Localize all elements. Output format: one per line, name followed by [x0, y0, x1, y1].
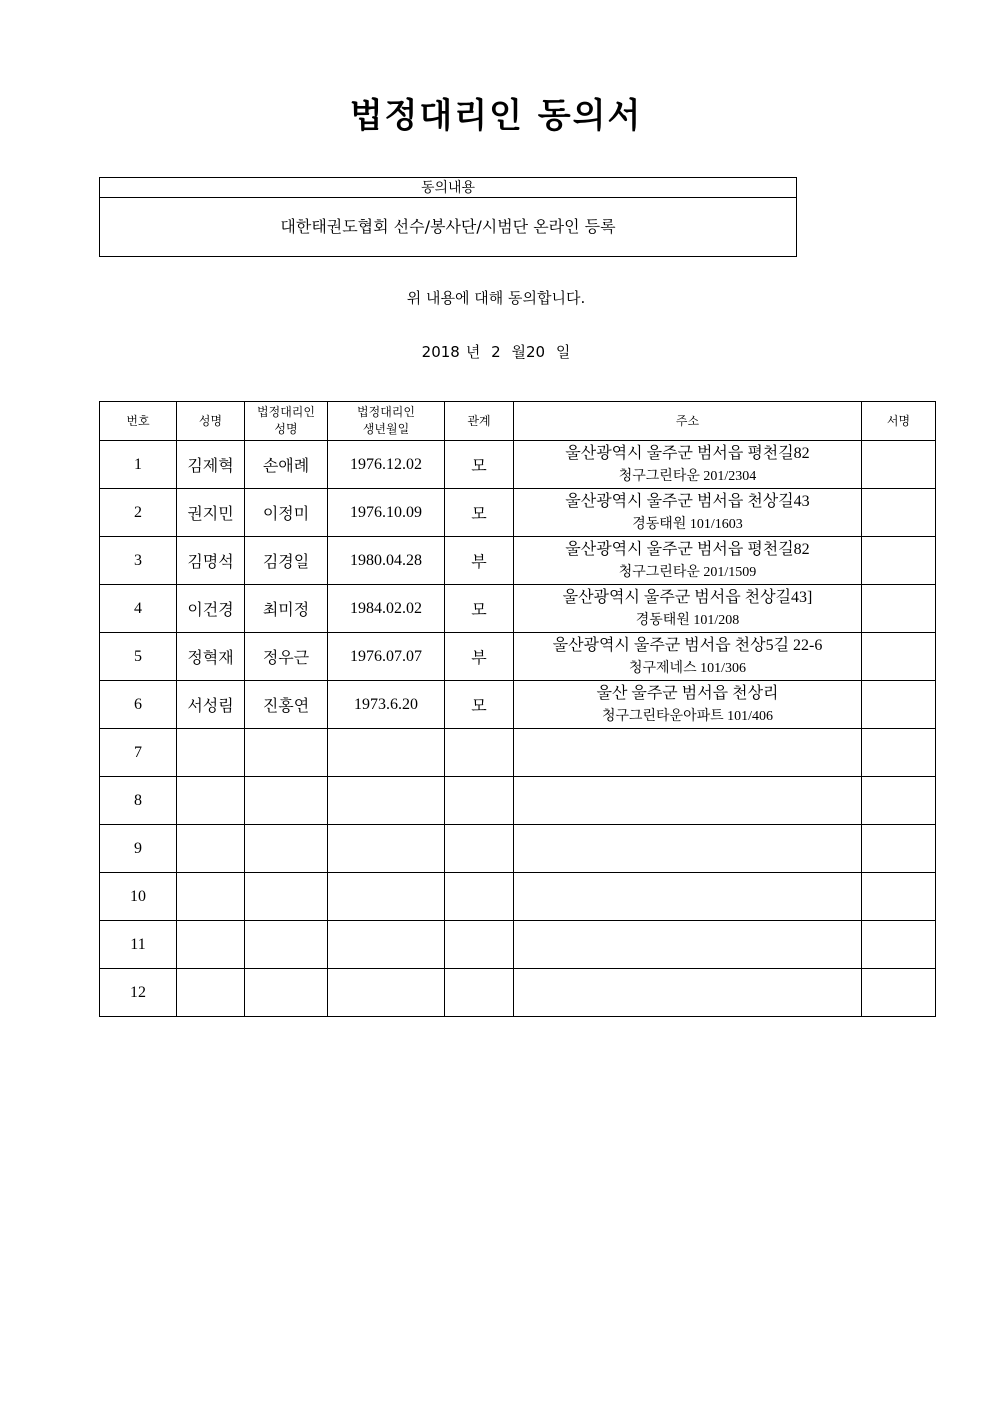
cell-no: 4	[100, 585, 177, 633]
cell-no: 2	[100, 489, 177, 537]
cell-no: 9	[100, 825, 177, 873]
cell-no: 6	[100, 681, 177, 729]
cell-relation	[445, 729, 514, 777]
document-title: 법정대리인 동의서	[349, 96, 643, 136]
cell-signature	[862, 873, 936, 921]
cell-guardian-name	[245, 873, 328, 921]
cell-address	[514, 921, 862, 969]
cell-relation: 부	[445, 633, 514, 681]
header-guardian-name-line1: 법정대리인	[257, 405, 315, 419]
cell-name	[177, 873, 245, 921]
address-line1: 울산광역시 울주군 범서읍 평천길82	[565, 444, 810, 462]
header-guardian-birth-line1: 법정대리인	[357, 405, 415, 419]
table-row	[100, 825, 936, 873]
cell-name: 이건경	[177, 585, 245, 633]
cell-address	[514, 441, 862, 489]
cell-relation: 모	[445, 489, 514, 537]
guardian-table	[99, 401, 936, 1017]
cell-signature	[862, 921, 936, 969]
address-line2: 청구그린타운 201/2304	[618, 468, 757, 484]
cell-address	[514, 537, 862, 585]
cell-relation	[445, 825, 514, 873]
cell-relation: 모	[445, 585, 514, 633]
cell-no: 5	[100, 633, 177, 681]
cell-guardian-birth: 1976.07.07	[328, 633, 445, 681]
table-row	[100, 729, 936, 777]
cell-guardian-birth	[328, 825, 445, 873]
cell-signature	[862, 489, 936, 537]
cell-signature	[862, 825, 936, 873]
date-year-unit: 년	[465, 343, 481, 361]
address-line1: 울산광역시 울주군 범서읍 평천길82	[565, 540, 810, 558]
agree-statement: 위 내용에 대해 동의합니다.	[406, 289, 586, 307]
cell-name: 김명석	[177, 537, 245, 585]
cell-guardian-name: 이정미	[245, 489, 328, 537]
cell-guardian-birth: 1980.04.28	[328, 537, 445, 585]
date-month-unit: 월	[511, 343, 526, 361]
cell-address	[514, 729, 862, 777]
address-line2: 청구그린타운아파트 101/406	[601, 708, 774, 724]
address-line2: 청구그린타운 201/1509	[618, 564, 757, 580]
cell-relation	[445, 873, 514, 921]
table-header-row	[100, 402, 936, 441]
header-name: 성명	[177, 402, 245, 441]
cell-no: 12	[100, 969, 177, 1017]
cell-guardian-birth	[328, 729, 445, 777]
header-guardian-name	[245, 402, 328, 441]
cell-name: 권지민	[177, 489, 245, 537]
cell-name	[177, 825, 245, 873]
cell-relation: 모	[445, 441, 514, 489]
cell-guardian-name	[245, 729, 328, 777]
cell-guardian-name	[245, 969, 328, 1017]
table-row	[100, 585, 936, 633]
cell-address	[514, 873, 862, 921]
cell-guardian-name: 손애례	[245, 441, 328, 489]
header-address: 주소	[514, 402, 862, 441]
cell-relation: 모	[445, 681, 514, 729]
cell-signature	[862, 969, 936, 1017]
cell-guardian-birth: 1976.10.09	[328, 489, 445, 537]
consent-body: 대한태권도협회 선수/봉사단/시범단 온라인 등록	[280, 217, 616, 236]
cell-guardian-birth: 1973.6.20	[328, 681, 445, 729]
table-row	[100, 441, 936, 489]
cell-guardian-name: 김경일	[245, 537, 328, 585]
cell-no: 1	[100, 441, 177, 489]
cell-guardian-name: 진홍연	[245, 681, 328, 729]
cell-name: 서성림	[177, 681, 245, 729]
cell-name	[177, 777, 245, 825]
header-guardian-birth-line2: 생년월일	[362, 422, 410, 436]
address-line2: 경동태원 101/1603	[632, 516, 743, 532]
cell-signature	[862, 777, 936, 825]
cell-no: 8	[100, 777, 177, 825]
cell-relation	[445, 969, 514, 1017]
header-guardian-name-line2: 성명	[274, 422, 298, 436]
cell-address	[514, 969, 862, 1017]
cell-guardian-birth	[328, 969, 445, 1017]
cell-guardian-name: 최미정	[245, 585, 328, 633]
table-body	[100, 441, 936, 1017]
header-relation: 관계	[445, 402, 514, 441]
cell-address	[514, 489, 862, 537]
cell-address	[514, 825, 862, 873]
table-row	[100, 777, 936, 825]
table-row	[100, 873, 936, 921]
cell-relation: 부	[445, 537, 514, 585]
cell-name	[177, 969, 245, 1017]
cell-no: 3	[100, 537, 177, 585]
consent-box	[99, 177, 797, 257]
date-day: 20	[525, 343, 546, 361]
cell-no: 10	[100, 873, 177, 921]
cell-relation	[445, 777, 514, 825]
cell-name	[177, 921, 245, 969]
cell-guardian-birth	[328, 873, 445, 921]
cell-guardian-birth	[328, 777, 445, 825]
cell-guardian-birth: 1976.12.02	[328, 441, 445, 489]
cell-address	[514, 777, 862, 825]
cell-guardian-birth	[328, 921, 445, 969]
cell-guardian-name: 정우근	[245, 633, 328, 681]
consent-header: 동의내용	[100, 178, 796, 198]
cell-guardian-name	[245, 777, 328, 825]
cell-signature	[862, 585, 936, 633]
address-line1: 울산 울주군 범서읍 천상리	[596, 684, 779, 702]
date-day-unit: 일	[555, 343, 571, 361]
cell-signature	[862, 681, 936, 729]
cell-guardian-birth: 1984.02.02	[328, 585, 445, 633]
cell-name: 김제혁	[177, 441, 245, 489]
address-line1: 울산광역시 울주군 범서읍 천상길43]	[562, 588, 813, 606]
table-row	[100, 969, 936, 1017]
cell-signature	[862, 729, 936, 777]
table-row	[100, 633, 936, 681]
address-line2: 경동태원 101/208	[635, 612, 740, 628]
cell-signature	[862, 537, 936, 585]
cell-no: 11	[100, 921, 177, 969]
cell-name	[177, 729, 245, 777]
cell-address	[514, 585, 862, 633]
cell-guardian-name	[245, 825, 328, 873]
table-row	[100, 681, 936, 729]
cell-address	[514, 681, 862, 729]
header-signature: 서명	[862, 402, 936, 441]
cell-signature	[862, 441, 936, 489]
header-guardian-birth	[328, 402, 445, 441]
address-line2: 청구제네스 101/306	[628, 660, 746, 676]
cell-no: 7	[100, 729, 177, 777]
table-row	[100, 921, 936, 969]
cell-guardian-name	[245, 921, 328, 969]
cell-address	[514, 633, 862, 681]
address-line1: 울산광역시 울주군 범서읍 천상5길 22-6	[552, 636, 823, 654]
cell-name: 정혁재	[177, 633, 245, 681]
cell-signature	[862, 633, 936, 681]
header-no: 번호	[100, 402, 177, 441]
date-line	[0, 341, 992, 362]
date-month: 2	[491, 343, 501, 361]
address-line1: 울산광역시 울주군 범서읍 천상길43	[565, 492, 810, 510]
date-year: 2018	[421, 343, 460, 361]
table-row	[100, 537, 936, 585]
cell-relation	[445, 921, 514, 969]
table-row	[100, 489, 936, 537]
